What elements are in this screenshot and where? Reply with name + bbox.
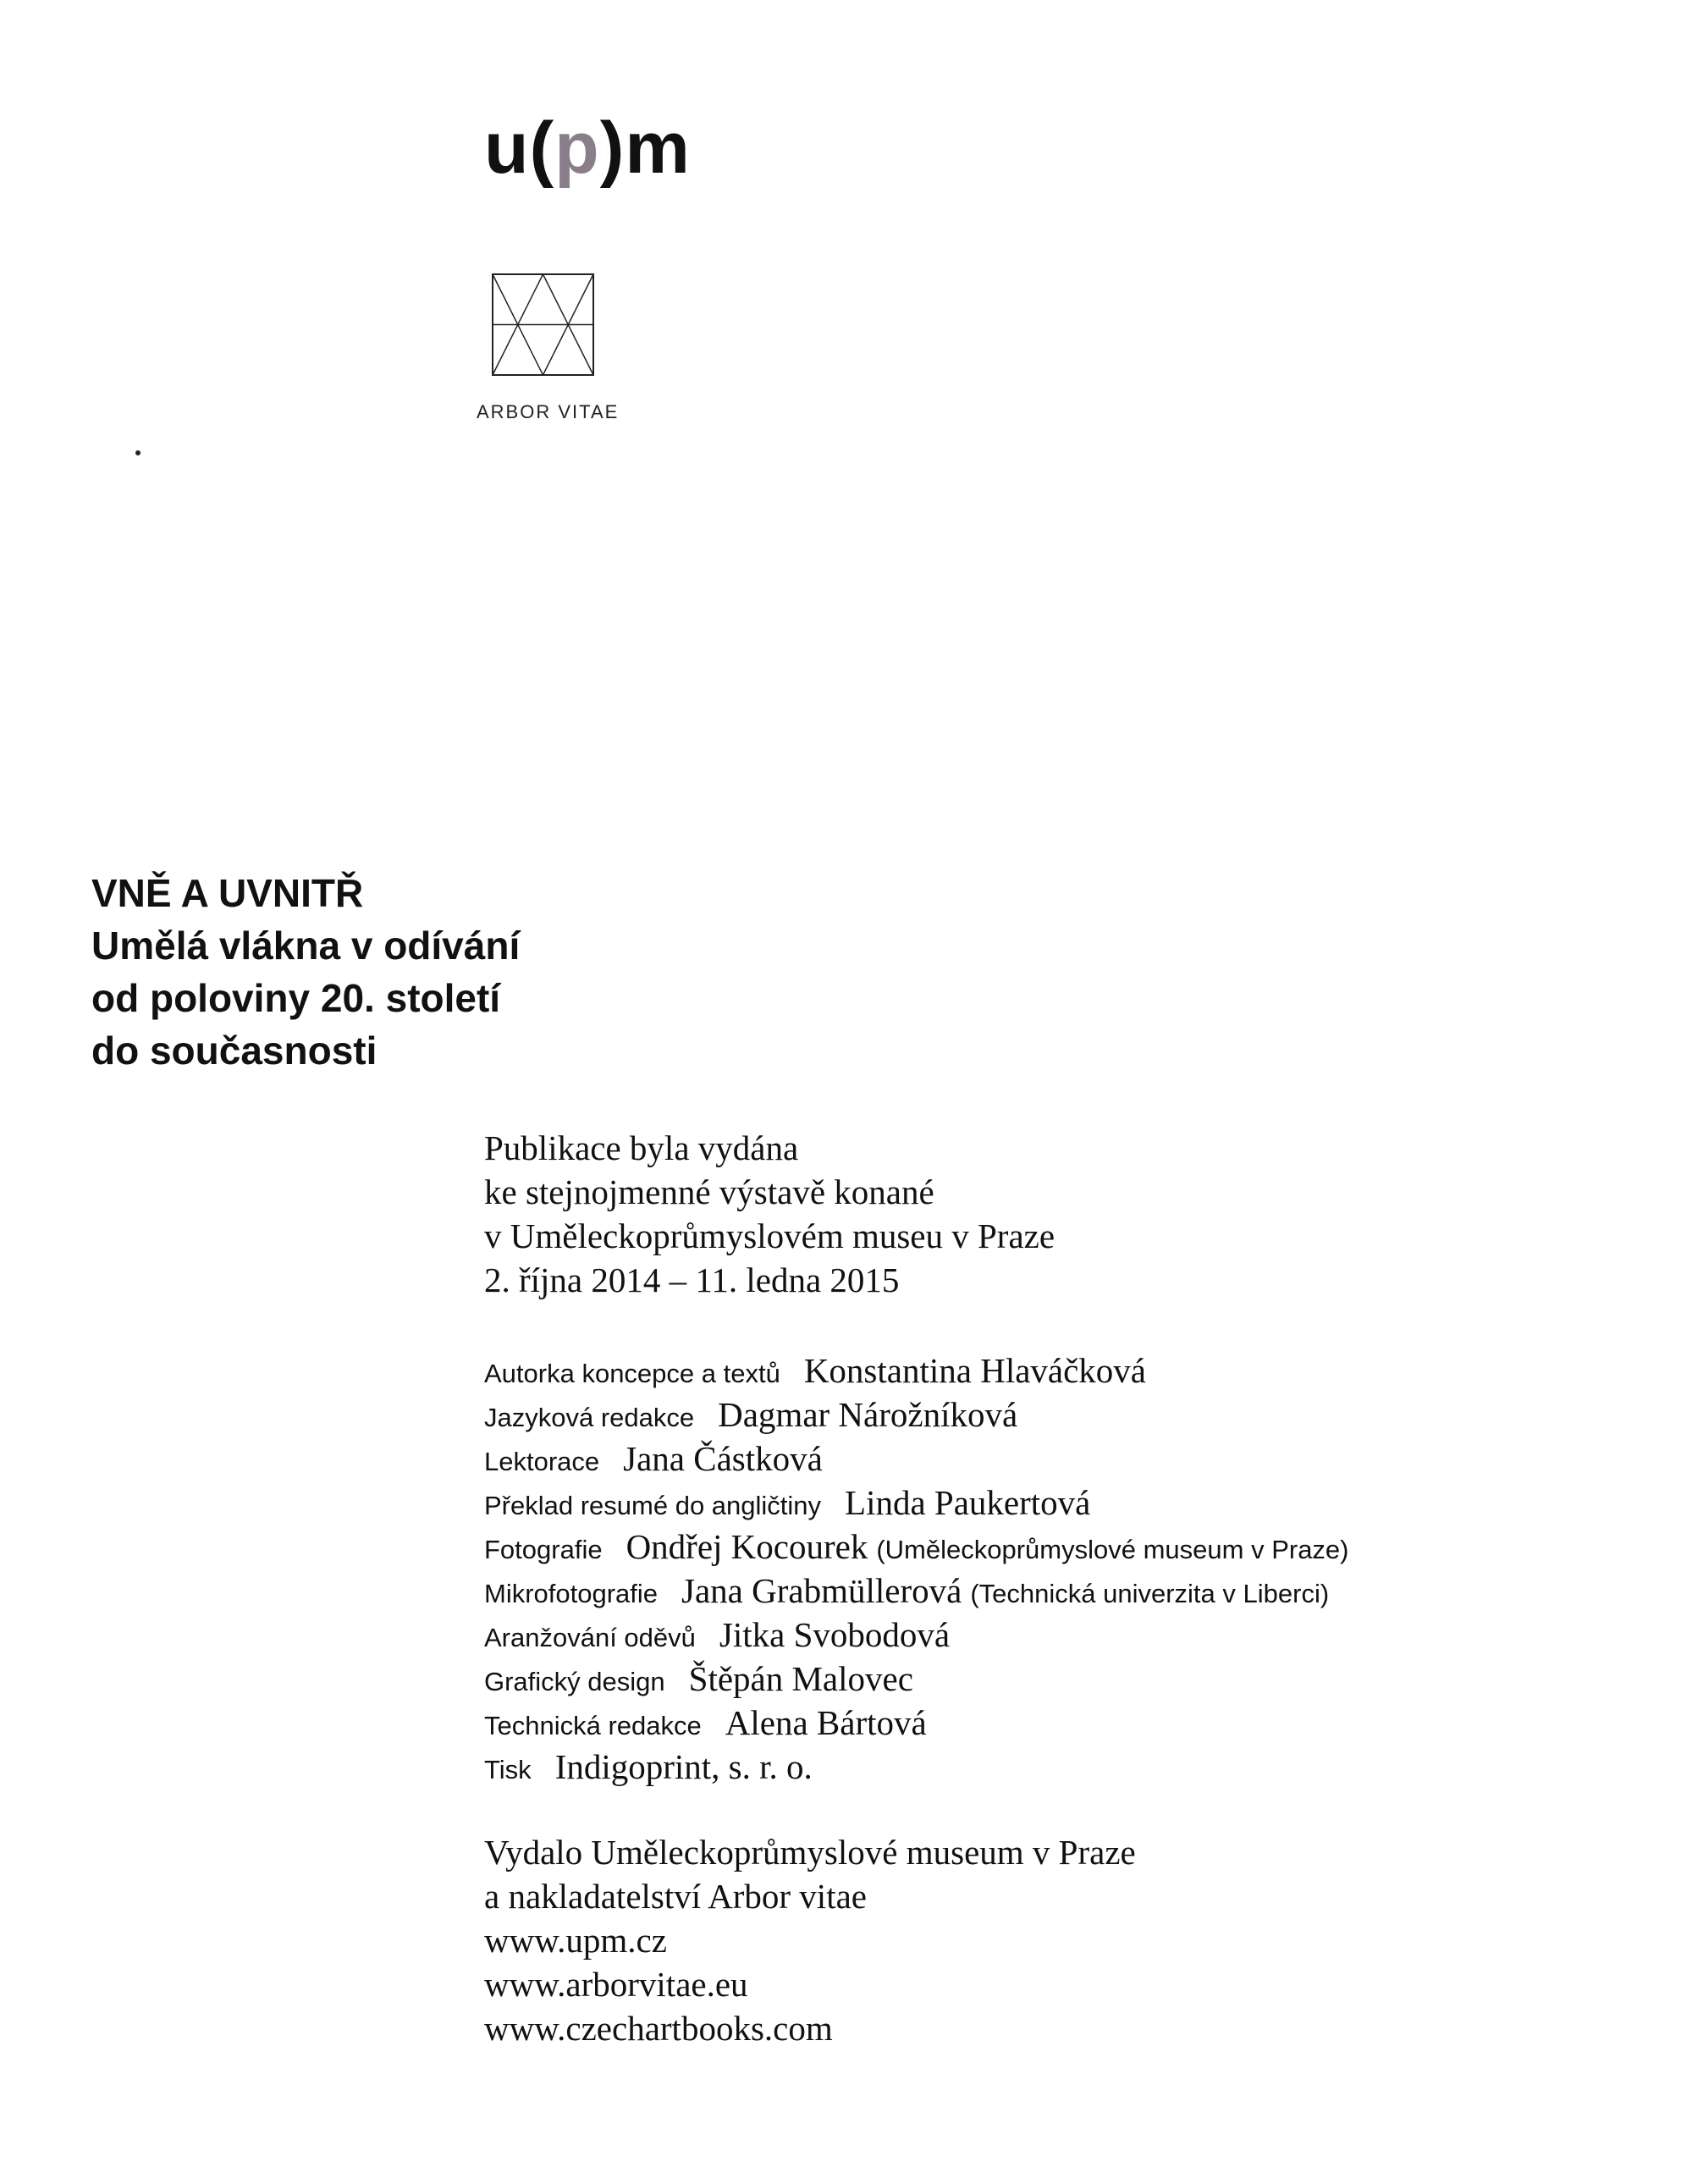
publication-line: ke stejnojmenné výstavě konané: [484, 1172, 934, 1211]
title-line: do současnosti: [91, 1029, 378, 1073]
credit-name: Jana Grabmüllerová: [681, 1571, 962, 1610]
title-line: Umělá vlákna v odívání: [91, 924, 521, 968]
upm-logo: [484, 108, 691, 189]
credit-note: (Uměleckoprůmyslové museum v Praze): [876, 1535, 1349, 1564]
credit-role: Jazyková redakce: [484, 1403, 695, 1432]
publisher-info: [484, 1830, 1585, 2050]
credit-name: Alena Bártová: [725, 1703, 927, 1742]
upm-logo-right: )m: [599, 108, 691, 189]
credit-row: [484, 1745, 1652, 1789]
credit-name: Jitka Svobodová: [719, 1615, 951, 1654]
publisher-line: Vydalo Uměleckoprůmyslové museum v Praze: [484, 1833, 1136, 1872]
credit-name: Štěpán Malovec: [688, 1659, 913, 1698]
credit-role: Lektorace: [484, 1447, 600, 1476]
credit-row: [484, 1437, 1652, 1481]
publisher-line: a nakladatelství Arbor vitae: [484, 1877, 867, 1916]
credit-row: [484, 1657, 1652, 1701]
publication-line: v Uměleckoprůmyslovém museu v Praze: [484, 1216, 1055, 1255]
title-line: od poloviny 20. století: [91, 976, 501, 1020]
credit-row: [484, 1393, 1652, 1437]
arbor-vitae-logo-icon: [492, 273, 594, 376]
upm-logo-p: p: [554, 108, 600, 189]
credit-row: [484, 1481, 1652, 1525]
credit-name: Dagmar Nárožníková: [718, 1395, 1018, 1434]
publication-info: [484, 1126, 1585, 1302]
credit-role: Mikrofotografie: [484, 1579, 659, 1608]
upm-logo-left: u(: [484, 108, 555, 189]
credit-name: Indigoprint, s. r. o.: [554, 1747, 813, 1786]
arbor-vitae-label: ARBOR VITAE: [477, 401, 620, 422]
publisher-link-upm: www.upm.cz: [484, 1921, 667, 1960]
credit-role: Grafický design: [484, 1667, 665, 1696]
title-line: VNĚ A UVNITŘ: [91, 871, 364, 915]
credit-row: [484, 1613, 1652, 1657]
publisher-link-arborvitae: www.arborvitae.eu: [484, 1965, 748, 2004]
credit-name: Konstantina Hlaváčková: [803, 1351, 1147, 1390]
credit-row: [484, 1348, 1652, 1393]
credit-row: [484, 1701, 1652, 1745]
credit-row: [484, 1525, 1652, 1569]
credit-role: Překlad resumé do angličtiny: [484, 1491, 822, 1520]
credits-list: [484, 1348, 1652, 1789]
credit-name: Ondřej Kocourek: [626, 1527, 868, 1566]
publisher-link-czechartbooks: www.czechartbooks.com: [484, 2009, 833, 2048]
credit-row: [484, 1569, 1652, 1613]
credit-role: Aranžování oděvů: [484, 1623, 696, 1652]
credit-role: Tisk: [484, 1755, 532, 1784]
credit-name: Jana Částková: [623, 1439, 823, 1478]
book-title: [91, 867, 853, 1077]
credit-role: Autorka koncepce a textů: [484, 1359, 780, 1388]
publication-line: 2. října 2014 – 11. ledna 2015: [484, 1260, 900, 1299]
credit-name: Linda Paukertová: [845, 1483, 1091, 1522]
publication-line: Publikace byla vydána: [484, 1128, 799, 1167]
scan-speck: [135, 450, 141, 455]
credit-role: Fotografie: [484, 1535, 603, 1564]
credit-role: Technická redakce: [484, 1711, 702, 1740]
credit-note: (Technická univerzita v Liberci): [970, 1579, 1330, 1608]
